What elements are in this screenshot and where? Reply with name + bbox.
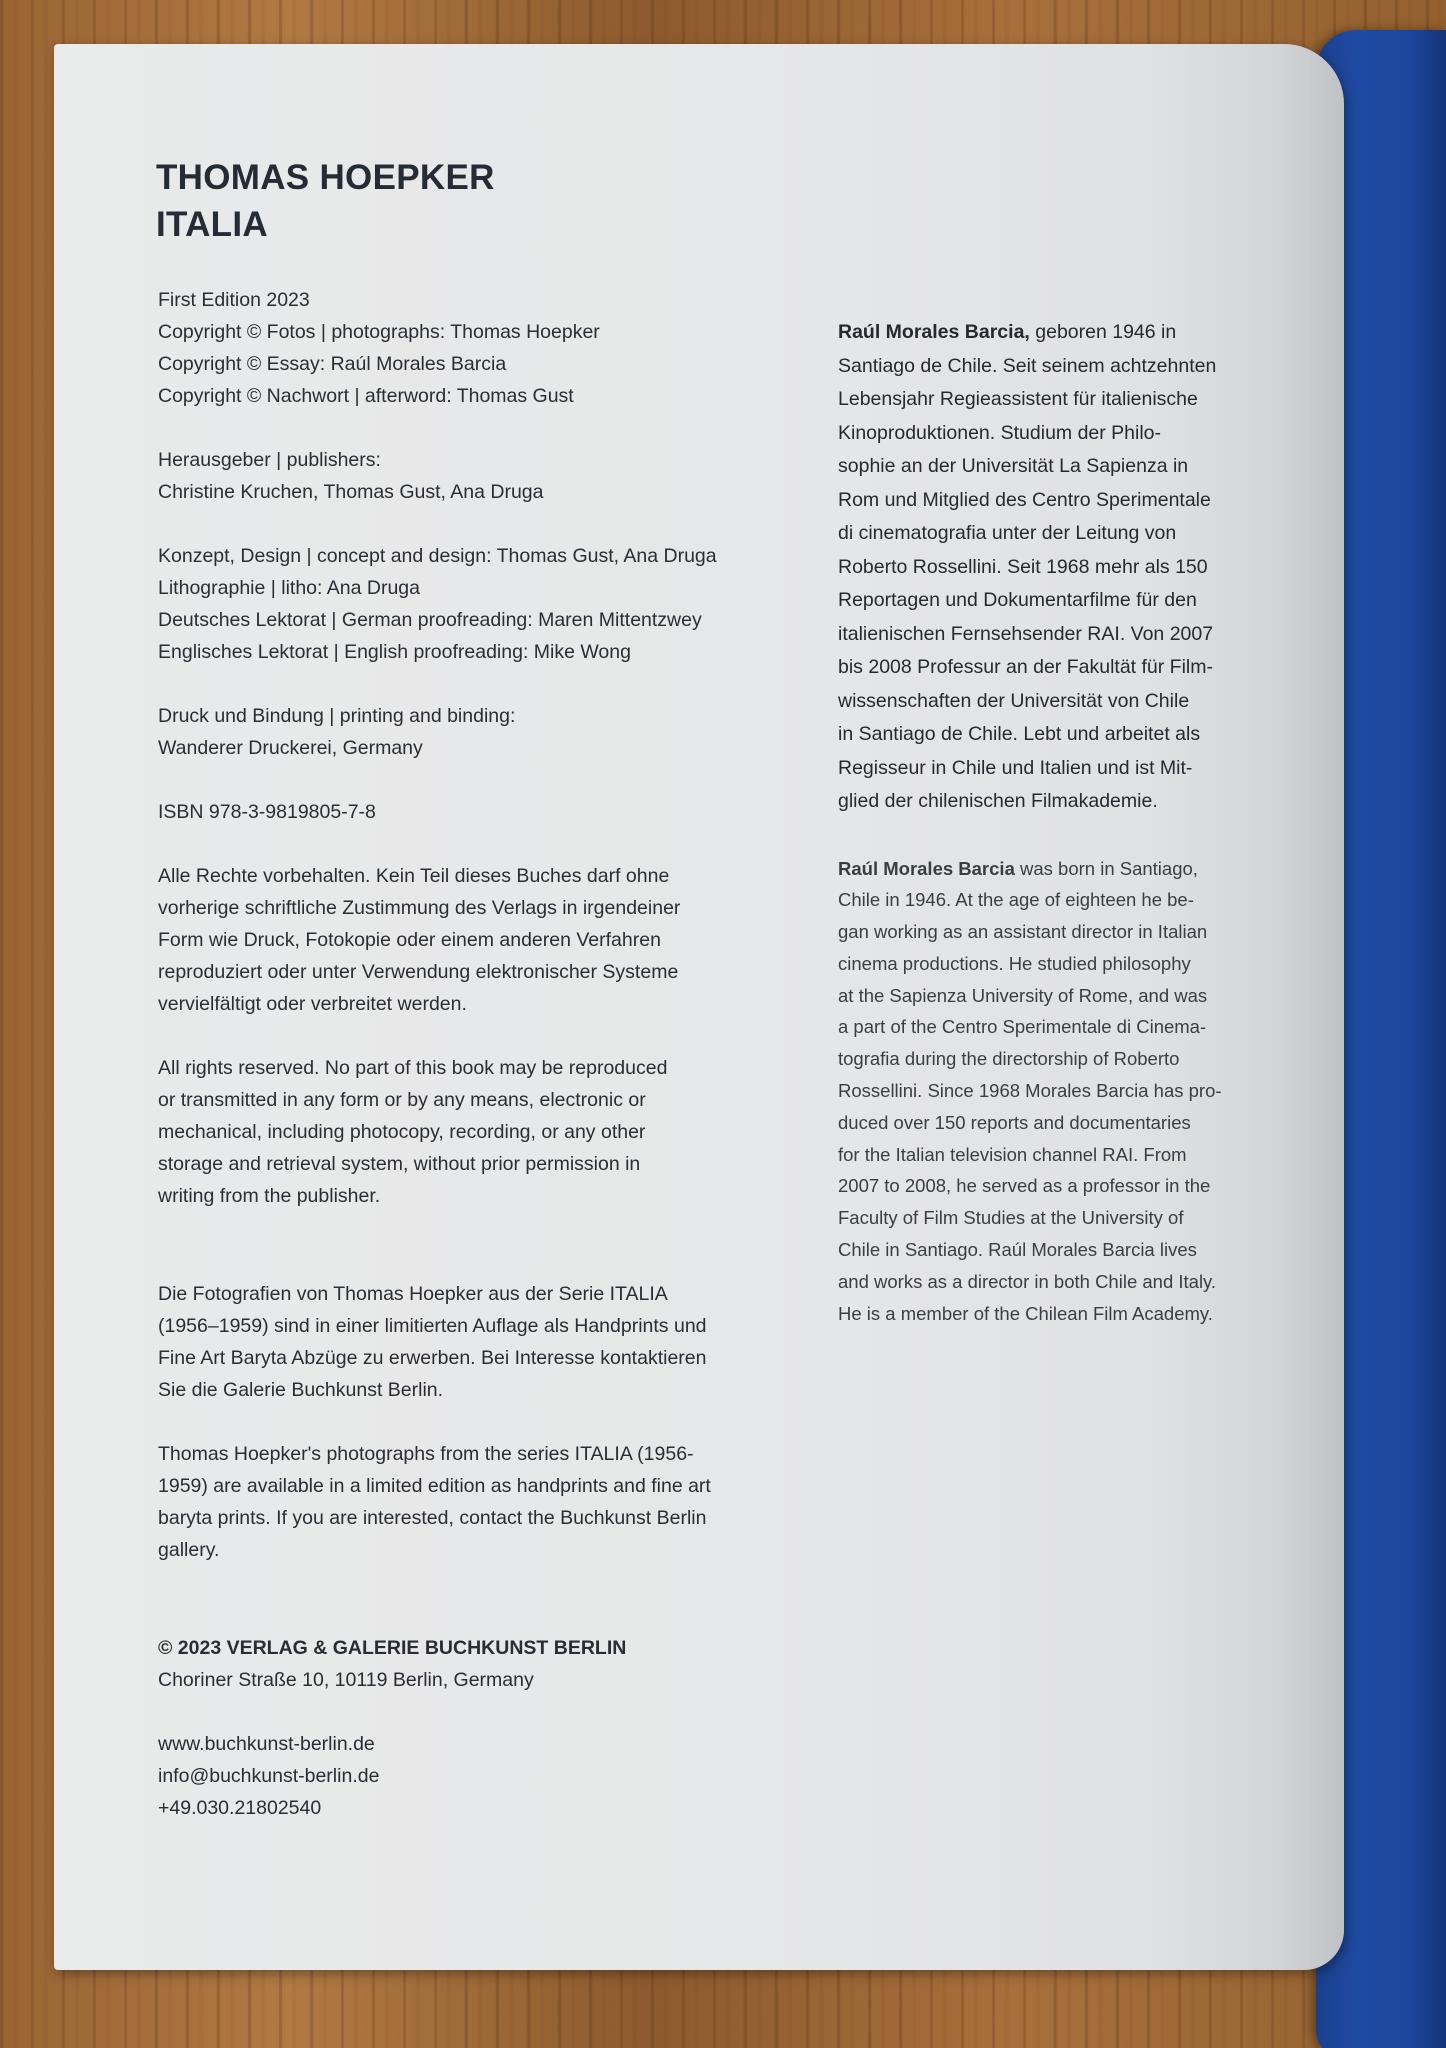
bio-de-line: Kinoproduktionen. Studium der Philo- (838, 421, 1162, 444)
bio-en-line: He is a member of the Chilean Film Academy. (838, 1302, 1213, 1324)
bio-de-name: Raúl Morales Barcia, (838, 321, 1030, 343)
imprint-column (158, 284, 798, 1824)
rights-de-line: Form wie Druck, Fotokopie oder einem anderen Verfahren (158, 929, 661, 951)
credits-block (158, 540, 798, 668)
copyright-essay-line: Copyright © Essay: Raúl Morales Barcia (158, 353, 507, 375)
printing-name: Wanderer Druckerei, Germany (158, 737, 423, 759)
bio-de-line: glied der chilenischen Filmakademie. (838, 790, 1158, 812)
publisher-copyright: © 2023 VERLAG & GALERIE BUCHKUNST BERLIN (158, 1637, 627, 1659)
book-title (156, 154, 495, 248)
publishers-block (158, 444, 798, 508)
bio-de-line: wissenschaften der Universität von Chile (838, 689, 1190, 712)
phone-number: +49.030.21802540 (158, 1797, 322, 1819)
isbn: ISBN 978-3-9819805-7-8 (158, 801, 376, 823)
copyright-photos-line: Copyright © Fotos | photographs: Thomas Hoepker (158, 321, 600, 343)
author-name: THOMAS HOEPKER (156, 158, 495, 197)
bio-en-line: for the Italian television channel RAI. From (838, 1143, 1187, 1165)
isbn-block (158, 796, 798, 828)
edition-line: First Edition 2023 (158, 289, 310, 311)
rights-en-block (158, 1052, 798, 1212)
bio-en-line: duced over 150 reports and documentaries (838, 1111, 1191, 1133)
rights-en-line: or transmitted in any form or by any means, electronic or (158, 1089, 646, 1111)
rights-en-line: mechanical, including photocopy, recording, or any other (158, 1121, 646, 1143)
bio-en-line: gan working as an assistant director in Italian (838, 921, 1208, 943)
biography-en (838, 853, 1303, 1330)
bio-de-line: Roberto Rossellini. Seit 1968 mehr als 150 (838, 555, 1208, 578)
bio-en-line: cinema productions. He studied philosophy (838, 952, 1191, 974)
bio-de-line: sophie an der Universität La Sapienza in (838, 455, 1189, 477)
bio-de-line: Santiago de Chile. Seit seinem achtzehnten (838, 354, 1217, 377)
rights-de-line: Alle Rechte vorbehalten. Kein Teil dieses Buches darf ohne (158, 865, 670, 887)
bio-de-line: Lebensjahr Regieassistent für italienische (838, 388, 1198, 410)
printing-block (158, 700, 798, 764)
bio-en-line: Chile in Santiago. Raúl Morales Barcia lives (838, 1239, 1197, 1261)
bio-en-name: Raúl Morales Barcia (838, 857, 1015, 879)
credit-line: Englisches Lektorat | English proofreading: Mike Wong (158, 641, 631, 663)
bio-de-line: Rom und Mitglied des Centro Sperimentale (838, 488, 1211, 511)
bio-de-line: Reportagen und Dokumentarfilme für den (838, 589, 1197, 611)
bio-de-first-rest: geboren 1946 in (1029, 321, 1177, 343)
bio-en-line: Chile in 1946. At the age of eighteen he be- (838, 889, 1194, 911)
bio-en-line: a part of the Centro Sperimentale di Cinema- (838, 1016, 1207, 1038)
bio-en-line: Rossellini. Since 1968 Morales Barcia has pro- (838, 1080, 1222, 1102)
credit-line: Lithographie | litho: Ana Druga (158, 577, 420, 599)
bio-de-first-line (838, 316, 1303, 350)
rights-en-line: storage and retrieval system, without prior permission in (158, 1153, 641, 1175)
bio-de-line: italienischen Fernsehsender RAI. Von 2007 (838, 622, 1214, 645)
bio-de-line: Regisseur in Chile und Italien und ist Mit- (838, 756, 1193, 779)
bio-de-line: bis 2008 Professur an der Fakultät für Film- (838, 656, 1213, 678)
bio-en-first-line (838, 853, 1303, 885)
bio-en-line: at the Sapienza University of Rome, and was (838, 984, 1208, 1006)
credit-line: Konzept, Design | concept and design: Thomas Gust, Ana Druga (158, 545, 717, 567)
contact-block (158, 1728, 798, 1824)
book-name: ITALIA (156, 205, 268, 244)
publishers-names: Christine Kruchen, Thomas Gust, Ana Druga (158, 481, 544, 503)
publishers-label: Herausgeber | publishers: (158, 449, 381, 471)
prints-en-line: baryta prints. If you are interested, contact the Buchkunst Berlin (158, 1507, 707, 1529)
bio-en-line: 2007 to 2008, he served as a professor in the (838, 1175, 1211, 1197)
bio-de-line: in Santiago de Chile. Lebt und arbeitet als (838, 723, 1201, 745)
publisher-block (158, 1632, 798, 1696)
prints-de-line: Fine Art Baryta Abzüge zu erwerben. Bei Interesse kontaktieren (158, 1347, 707, 1369)
bio-en-line: Faculty of Film Studies at the University of (838, 1207, 1184, 1229)
prints-en-block (158, 1438, 798, 1566)
bio-de-line: di cinematografia unter der Leitung von (838, 522, 1177, 544)
rights-en-line: writing from the publisher. (158, 1185, 381, 1207)
prints-de-line: Die Fotografien von Thomas Hoepker aus der Serie ITALIA (158, 1283, 668, 1305)
copyright-afterword-line: Copyright © Nachwort | afterword: Thomas Gust (158, 385, 574, 407)
bio-en-first-rest: was born in Santiago, (1014, 857, 1198, 879)
rights-de-line: vorherige schriftliche Zustimmung des Verlags in irgendeiner (158, 897, 681, 919)
rights-de-line: reproduziert oder unter Verwendung elektronischer Systeme (158, 961, 679, 983)
publisher-address: Choriner Straße 10, 10119 Berlin, Germany (158, 1669, 534, 1691)
credit-line: Deutsches Lektorat | German proofreading: Maren Mittentzwey (158, 609, 702, 631)
bio-en-line: and works as a director in both Chile and Italy. (838, 1270, 1217, 1292)
prints-de-block (158, 1278, 798, 1406)
rights-de-block (158, 860, 798, 1020)
prints-de-line: (1956–1959) sind in einer limitierten Auflage als Handprints und (158, 1315, 707, 1337)
biography-column (838, 316, 1303, 1329)
rights-en-line: All rights reserved. No part of this book may be reproduced (158, 1057, 668, 1079)
email-address: info@buchkunst-berlin.de (158, 1765, 380, 1787)
prints-en-line: Thomas Hoepker's photographs from the series ITALIA (1956- (158, 1443, 694, 1465)
bio-en-line: tografia during the directorship of Roberto (838, 1048, 1180, 1070)
rights-de-line: vervielfältigt oder verbreitet werden. (158, 993, 467, 1015)
prints-en-line: gallery. (158, 1539, 220, 1561)
biography-de (838, 316, 1303, 819)
printing-label: Druck und Bindung | printing and binding: (158, 705, 516, 727)
prints-en-line: 1959) are available in a limited edition as handprints and fine art (158, 1475, 711, 1497)
book-page (54, 44, 1344, 1970)
prints-de-line: Sie die Galerie Buchkunst Berlin. (158, 1379, 444, 1401)
edition-block (158, 284, 798, 412)
website-link: www.buchkunst-berlin.de (158, 1733, 375, 1755)
